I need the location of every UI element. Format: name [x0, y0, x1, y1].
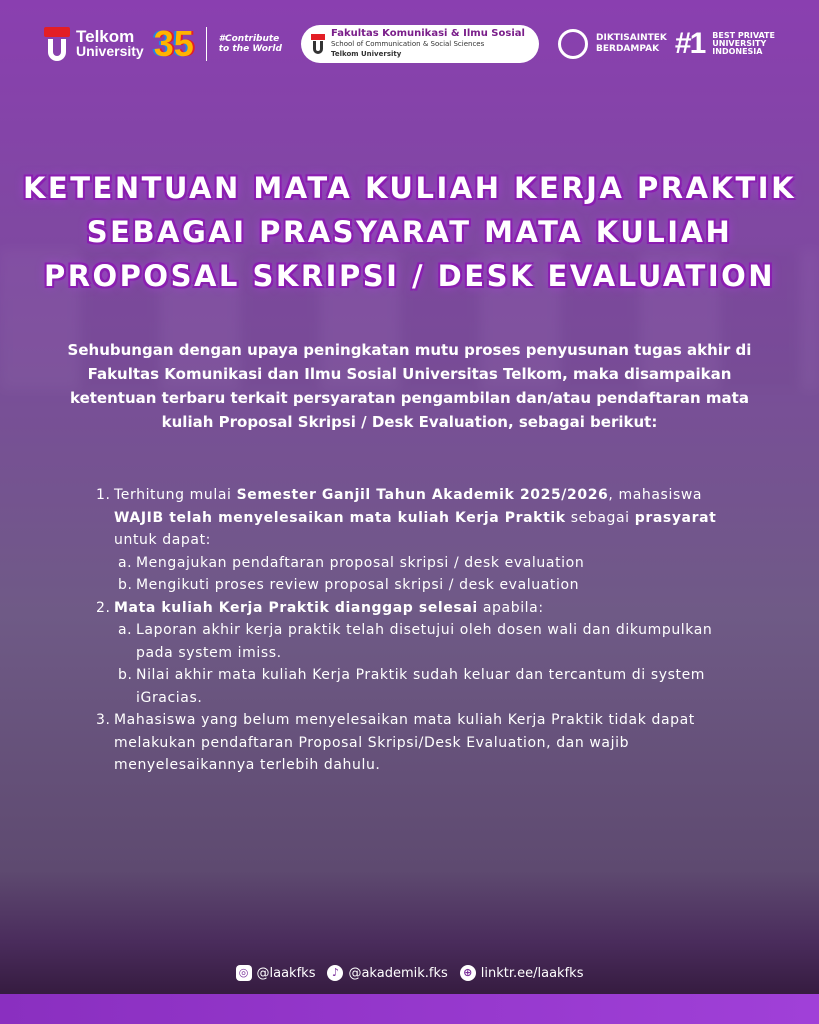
item-bold: Mata kuliah Kerja Praktik dianggap selesai: [114, 599, 478, 616]
contribute-tagline: [219, 34, 282, 54]
telkom-university-logo: [44, 23, 282, 65]
contrib-line2: to the World: [218, 44, 282, 54]
sub-number: a.: [118, 622, 133, 638]
title-line2: SEBAGAI PRASYARAT MATA KULIAH: [86, 215, 733, 249]
tu-line1: Telkom: [76, 27, 135, 46]
contrib-line1: #Contribute: [218, 34, 280, 44]
list-item-1: [96, 484, 736, 597]
best-line2: UNIVERSITY: [712, 39, 767, 48]
item-text: apabila:: [477, 599, 544, 616]
instagram-handle: @laakfks: [256, 965, 316, 981]
footer-socials: [0, 958, 819, 988]
sub-number: b.: [118, 577, 133, 593]
title-line1: KETENTUAN MATA KULIAH KERJA PRAKTIK: [22, 171, 797, 205]
sub-text: Nilai akhir mata kuliah Kerja Praktik sudah keluar dan tercantum di system iGracias.: [136, 667, 706, 706]
tiktok-icon: ♪: [327, 965, 343, 981]
sub-text: Laporan akhir kerja praktik telah disetujui oleh dosen wali dan dikumpulkan pada system imiss.: [136, 622, 713, 661]
fks-line3: Telkom University: [330, 50, 402, 58]
dikti-line2: BERDAMPAK: [596, 44, 660, 54]
page-title: [0, 166, 819, 298]
item-bold: WAJIB telah menyelesaikan mata kuliah Kerja Praktik: [114, 509, 566, 526]
list-item-3: [96, 709, 736, 777]
item-text: Terhitung mulai: [114, 487, 237, 503]
instagram-link[interactable]: [236, 965, 316, 981]
fks-line2: School of Communication & Social Sciences: [330, 40, 485, 48]
item-number: 3.: [96, 712, 111, 728]
tu-line2: University: [76, 43, 144, 59]
globe-icon: ⊕: [460, 965, 476, 981]
fks-logo-icon: [311, 34, 325, 54]
bottom-bar: [0, 994, 819, 1024]
anniversary-logo: 35: [153, 23, 194, 64]
best-line3: INDONESIA: [712, 47, 763, 56]
sub-text: Mengajukan pendaftaran proposal skripsi / desk evaluation: [136, 554, 585, 571]
sub-item-1a: [114, 552, 736, 575]
dikti-line1: DIKTISAINTEK: [596, 33, 667, 43]
item-text: sebagai: [565, 509, 635, 526]
telkom-logo-icon: [44, 27, 70, 61]
best-line1: BEST PRIVATE: [712, 31, 775, 40]
sub-text: Mengikuti proses review proposal skripsi / desk evaluation: [136, 577, 580, 593]
item-number: 1.: [96, 487, 111, 503]
rank-number: #1: [674, 27, 705, 60]
requirements-list: [96, 484, 736, 777]
linktree-link[interactable]: [460, 965, 584, 981]
intro-paragraph: Sehubungan dengan upaya peningkatan mutu proses penyusunan tugas akhir di Fakultas Komunikasi dan Ilmu Sosial Universitas Telkom, maka disampaikan ketentuan terbaru terkait persyaratan pengambilan dan/atau pendaftaran mata kuliah Proposal Skripsi / Desk Evaluation, sebagai berikut:: [67, 341, 752, 431]
list-item-2: [96, 597, 736, 710]
header: [44, 22, 775, 66]
fks-line1: Fakultas Komunikasi & Ilmu Sosial: [330, 28, 525, 39]
item-text: , mahasiswa: [608, 487, 703, 503]
header-divider: [206, 27, 207, 61]
sub-item-2a: [114, 619, 736, 664]
sub-item-1b: [114, 574, 736, 597]
tiktok-link[interactable]: [327, 965, 447, 981]
right-logos: [558, 27, 775, 61]
fks-logo: [301, 25, 539, 63]
item-bold: prasyarat: [634, 509, 717, 526]
sub-number: b.: [118, 667, 133, 683]
tiktok-handle: @akademik.fks: [348, 965, 448, 981]
item-text: Mahasiswa yang belum menyelesaikan mata kuliah Kerja Praktik tidak dapat melakukan pendaftaran Proposal Skripsi/Desk Evaluation, dan wajib menyelesaikannya terlebih dahulu.: [114, 712, 695, 773]
sub-item-2b: [114, 664, 736, 709]
item-number: 2.: [96, 599, 111, 616]
item-bold: Semester Ganjil Tahun Akademik 2025/2026: [236, 487, 609, 503]
sub-number: a.: [118, 554, 133, 571]
item-text: untuk dapat:: [114, 532, 212, 548]
title-line3: PROPOSAL SKRIPSI / DESK EVALUATION: [43, 259, 776, 293]
linktree-url: linktr.ee/laakfks: [480, 965, 584, 981]
instagram-icon: ◎: [236, 965, 252, 981]
diktisaintek-icon: [558, 29, 588, 59]
